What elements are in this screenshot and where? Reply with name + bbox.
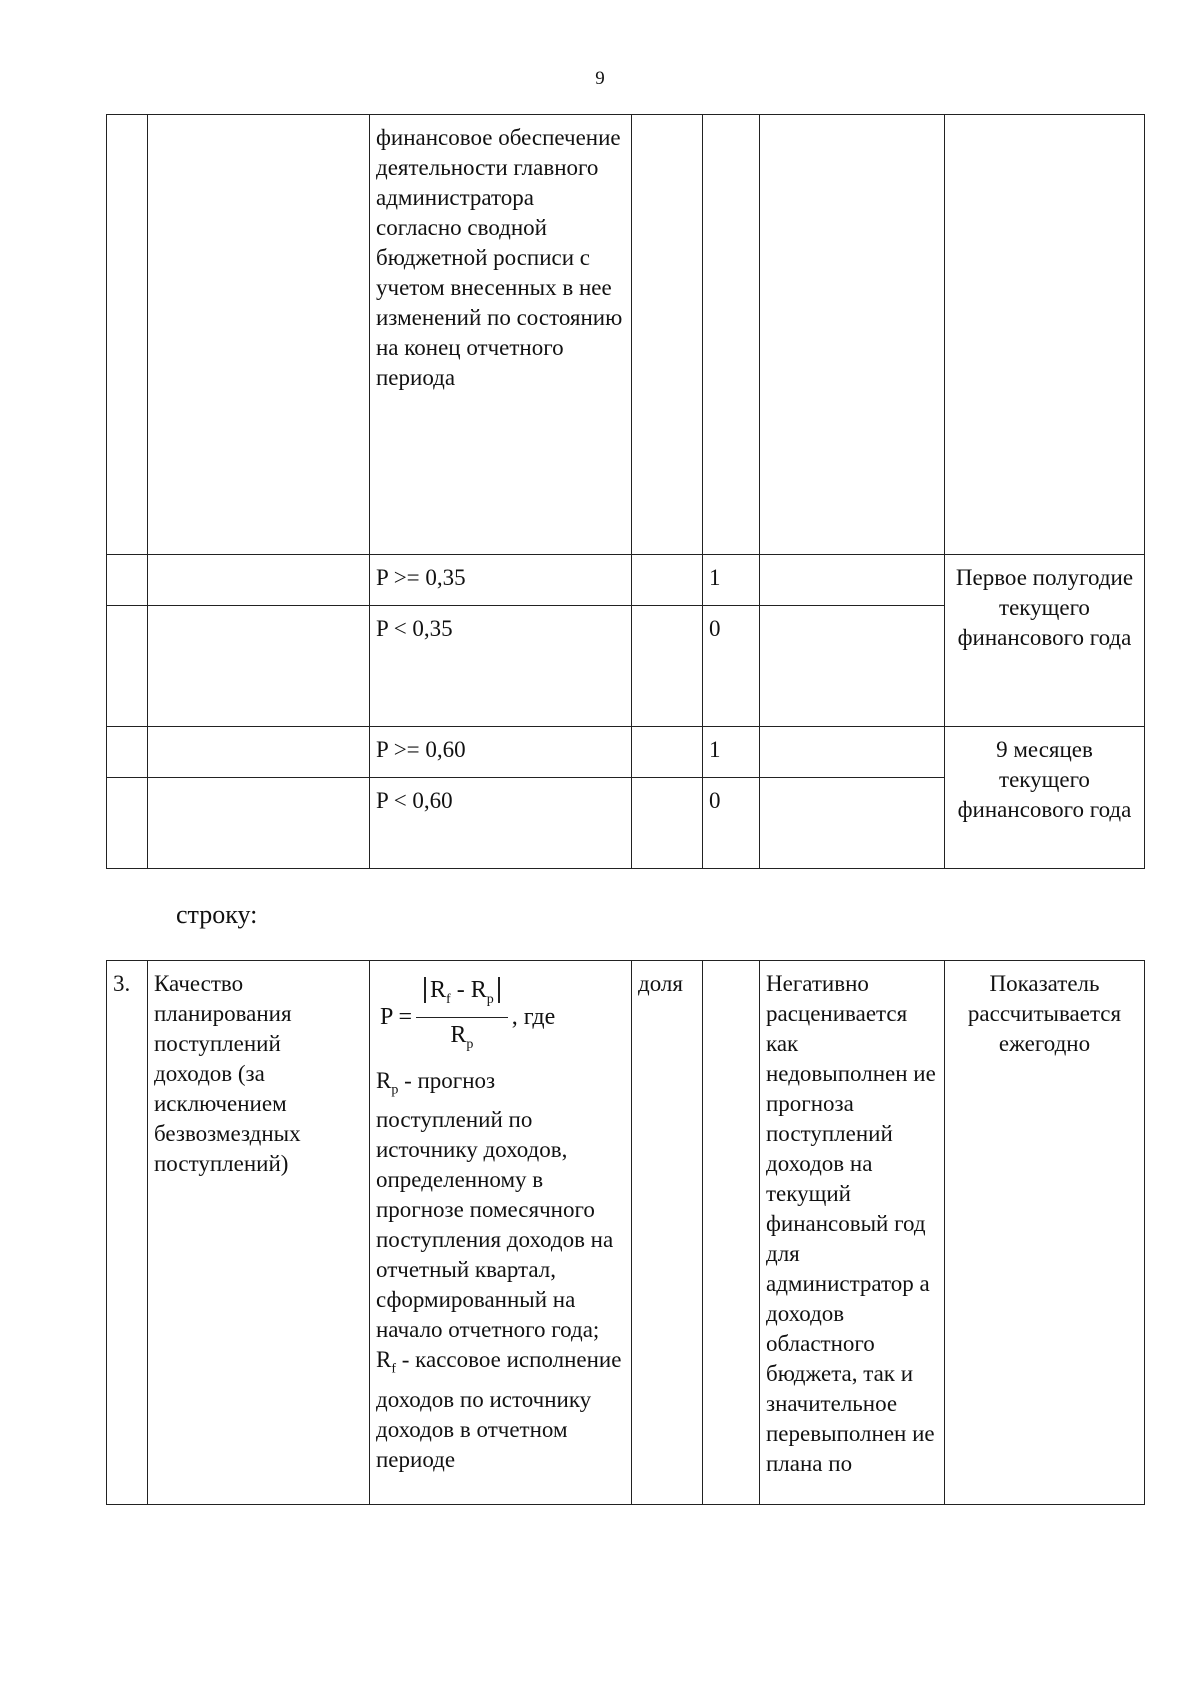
formula-lhs: P = <box>380 1004 412 1031</box>
cell-indicator-name <box>148 778 370 869</box>
subscript-f: f <box>391 1361 397 1377</box>
formula-numerator <box>416 975 508 1018</box>
cell-unit: доля <box>632 961 703 1505</box>
cell-indicator-name: Качество планирования поступлений доходов (за исключением безвозмездных поступлений) <box>148 961 370 1505</box>
cell-comment <box>760 115 945 555</box>
cell-number <box>107 606 148 727</box>
table-row <box>107 961 1145 1505</box>
definition-rf <box>376 1345 625 1475</box>
formula <box>380 975 625 1060</box>
subscript-p: p <box>466 1036 474 1052</box>
formula-suffix: , где <box>511 1004 556 1031</box>
definition-text: - кассовое исполнение доходов по источнику доходов в отчетном периоде <box>376 1347 622 1472</box>
cell-comment <box>760 555 945 606</box>
cell-condition: P >= 0,35 <box>370 555 632 606</box>
cell-unit <box>632 606 703 727</box>
cell-formula <box>370 961 632 1505</box>
cell-score: 0 <box>703 778 760 869</box>
formula-fraction <box>416 975 508 1060</box>
cell-number <box>107 115 148 555</box>
cell-score: 1 <box>703 727 760 778</box>
subscript-p: p <box>486 991 494 1007</box>
table-row <box>107 555 1145 606</box>
cell-condition: P < 0,60 <box>370 778 632 869</box>
cell-indicator-name <box>148 727 370 778</box>
cell-indicator-name <box>148 115 370 555</box>
definition-text: - прогноз поступлений по источнику доходов, определенному в прогнозе помесячного поступления доходов на отчетный квартал, сформированный на начало отчетного года; <box>376 1067 614 1343</box>
subscript-f: f <box>446 991 451 1007</box>
cell-period: Первое полугодие текущего финансового года <box>945 555 1145 727</box>
cell-unit <box>632 727 703 778</box>
cell-score: 1 <box>703 555 760 606</box>
table-row <box>107 727 1145 778</box>
cell-unit <box>632 115 703 555</box>
cell-comment <box>760 606 945 727</box>
cell-indicator-name <box>148 606 370 727</box>
cell-score <box>703 961 760 1505</box>
cell-number <box>107 778 148 869</box>
lead-text: строку: <box>176 900 258 929</box>
cell-condition: P < 0,35 <box>370 606 632 727</box>
symbol-r: R <box>430 977 447 1003</box>
definition-rp <box>376 1066 625 1346</box>
cell-unit <box>632 555 703 606</box>
cell-number <box>107 727 148 778</box>
indicator-table-new-row <box>106 960 1145 1505</box>
cell-score <box>703 115 760 555</box>
indicator-table-continued <box>106 114 1145 869</box>
cell-comment <box>760 727 945 778</box>
cell-formula: финансовое обеспечение деятельности главного администратора согласно сводной бюджетной росписи с учетом внесенных в нее изменений по состоянию на конец отчетного периода <box>370 115 632 555</box>
cell-indicator-name <box>148 555 370 606</box>
symbol-r: R <box>450 1021 467 1048</box>
cell-condition: P >= 0,60 <box>370 727 632 778</box>
minus-sign: - <box>450 977 471 1003</box>
symbol-r: R <box>470 977 487 1003</box>
formula-abs <box>424 977 500 1007</box>
cell-comment: Негативно расценивается как недовыполнен ие прогноза поступлений доходов на текущий финансовый год для администратор а доходов областного бюджета, так и значительное перевыполнен ие плана по <box>760 961 945 1505</box>
symbol-r: R <box>376 1347 392 1373</box>
formula-denominator <box>450 1018 473 1060</box>
cell-comment <box>760 778 945 869</box>
cell-period: 9 месяцев текущего финансового года <box>945 727 1145 869</box>
cell-score: 0 <box>703 606 760 727</box>
cell-unit <box>632 778 703 869</box>
symbol-r: R <box>376 1067 392 1093</box>
cell-period: Показатель рассчитывается ежегодно <box>945 961 1145 1505</box>
cell-number: 3. <box>107 961 148 1505</box>
cell-number <box>107 555 148 606</box>
cell-period <box>945 115 1145 555</box>
table-row <box>107 115 1145 555</box>
subscript-p: p <box>391 1082 399 1098</box>
page-number: 9 <box>595 68 605 89</box>
